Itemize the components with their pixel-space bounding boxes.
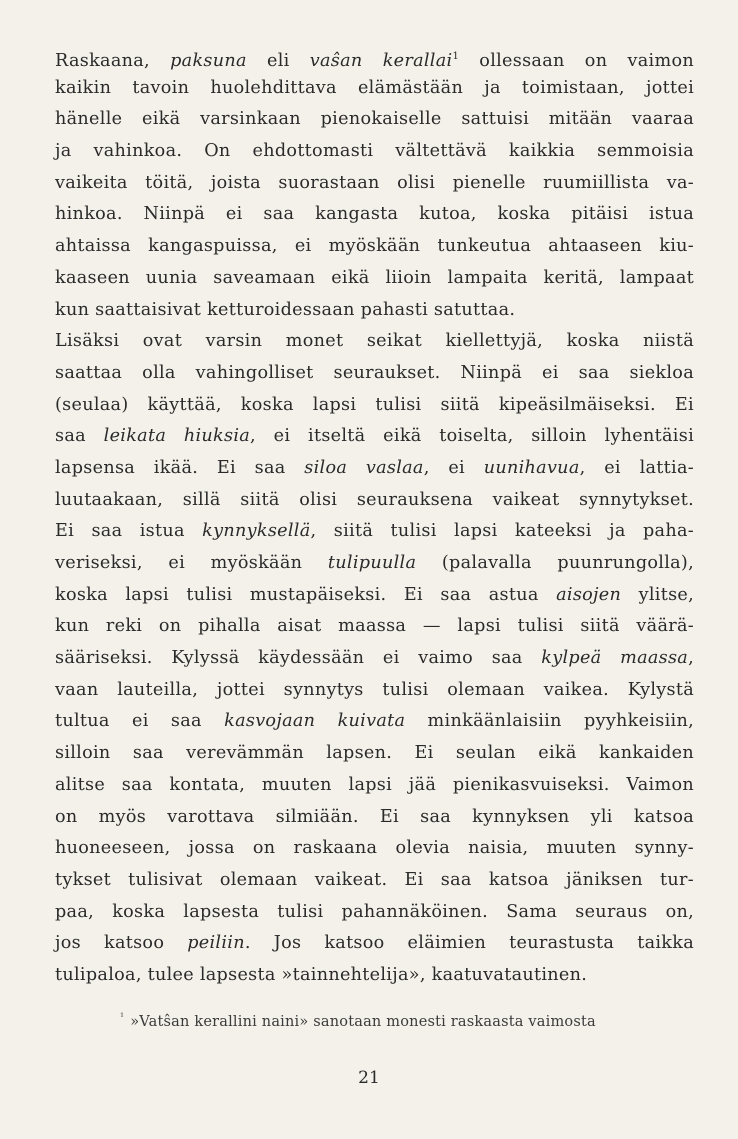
text-line: saa leikata hiuksia, ei itseltä eikä toiselta, silloin lyhentäisi <box>55 426 694 447</box>
text-line: sääriseksi. Kylyssä käydessään ei vaimo saa kylpeä maassa, <box>55 648 695 669</box>
text-line: lapsensa ikää. Ei saa siloa vaslaa, ei uunihavua, ei lattia- <box>55 457 694 478</box>
text-line: kun saattaisivat ketturoidessaan pahasti satuttaa. <box>55 299 516 320</box>
text-line: ahtaissa kangaspuissa, ei myöskään tunkeutua ahtaaseen kiu- <box>55 236 694 257</box>
text-line: hänelle eikä varsinkaan pienokaiselle sattuisi mitään vaaraa <box>55 109 694 130</box>
page-number: 21 <box>358 1068 380 1088</box>
text-line: kun reki on pihalla aisat maassa — lapsi tulisi siitä väärä- <box>55 616 694 637</box>
text-line: luutaakaan, sillä siitä olisi seurauksena vaikeat synnytykset. <box>55 489 694 510</box>
footnote-marker: ¹ <box>120 1012 125 1023</box>
text-line: Ei saa istua kynnyksellä, siitä tulisi lapsi kateeksi ja paha- <box>55 521 695 542</box>
text-line: Lisäksi ovat varsin monet seikat kiellettyjä, koska niistä <box>55 331 694 352</box>
footnote-text: »Vatŝan kerallini naini» sanotaan monesti raskaasta vaimosta <box>130 1013 596 1030</box>
text-line: jos katsoo peiliin. Jos katsoo eläimien teurastusta taikka <box>55 933 694 954</box>
text-line: vaikeita töitä, joista suorastaan olisi pienelle ruumiillista va- <box>55 172 694 193</box>
text-line: hinkoa. Niinpä ei saa kangasta kutoa, koska pitäisi istua <box>55 204 694 225</box>
text-line: tykset tulisivat olemaan vaikeat. Ei saa katsoa jäniksen tur- <box>55 869 694 890</box>
text-line: alitse saa kontata, muuten lapsi jää pienikasvuiseksi. Vaimon <box>55 774 694 795</box>
text-line: saattaa olla vahingolliset seuraukset. Niinpä ei saa siekloa <box>55 362 694 383</box>
text-line: on myös varottava silmiään. Ei saa kynnyksen yli katsoa <box>55 806 694 827</box>
footnote <box>120 1012 596 1030</box>
text-line: huoneeseen, jossa on raskaana olevia naisia, muuten synny- <box>55 838 694 859</box>
text-line: paa, koska lapsesta tulisi pahannäköinen. Sama seuraus on, <box>55 901 694 922</box>
text-line: (seulaa) käyttää, koska lapsi tulisi siitä kipeäsilmäiseksi. Ei <box>55 394 694 415</box>
text-line: koska lapsi tulisi mustapäiseksi. Ei saa astua aisojen ylitse, <box>55 584 694 605</box>
text-line: tultua ei saa kasvojaan kuivata minkäänlaisiin pyyhkeisiin, <box>55 711 694 732</box>
text-line: Raskaana, paksuna eli vaŝan kerallai$^1$ ollessaan on vaimon <box>55 50 694 71</box>
body-text <box>55 41 694 992</box>
text-line: ja vahinkoa. On ehdottomasti vältettävä kaikkia semmoisia <box>55 141 694 162</box>
text-line: veriseksi, ei myöskään tulipuulla (palavalla puunrungolla), <box>55 553 694 573</box>
text-line: silloin saa verevämmän lapsen. Ei seulan eikä kankaiden <box>55 743 694 764</box>
text-line: vaan lauteilla, jottei synnytys tulisi olemaan vaikea. Kylystä <box>55 679 694 700</box>
text-line: tulipaloa, tulee lapsesta »tainnehtelija», kaatuvatautinen. <box>55 964 588 985</box>
text-line: kaaseen uunia saveamaan eikä liioin lampaita keritä, lampaat <box>55 267 694 288</box>
text-line: kaikin tavoin huolehdittava elämästään ja toimistaan, jottei <box>55 77 694 98</box>
